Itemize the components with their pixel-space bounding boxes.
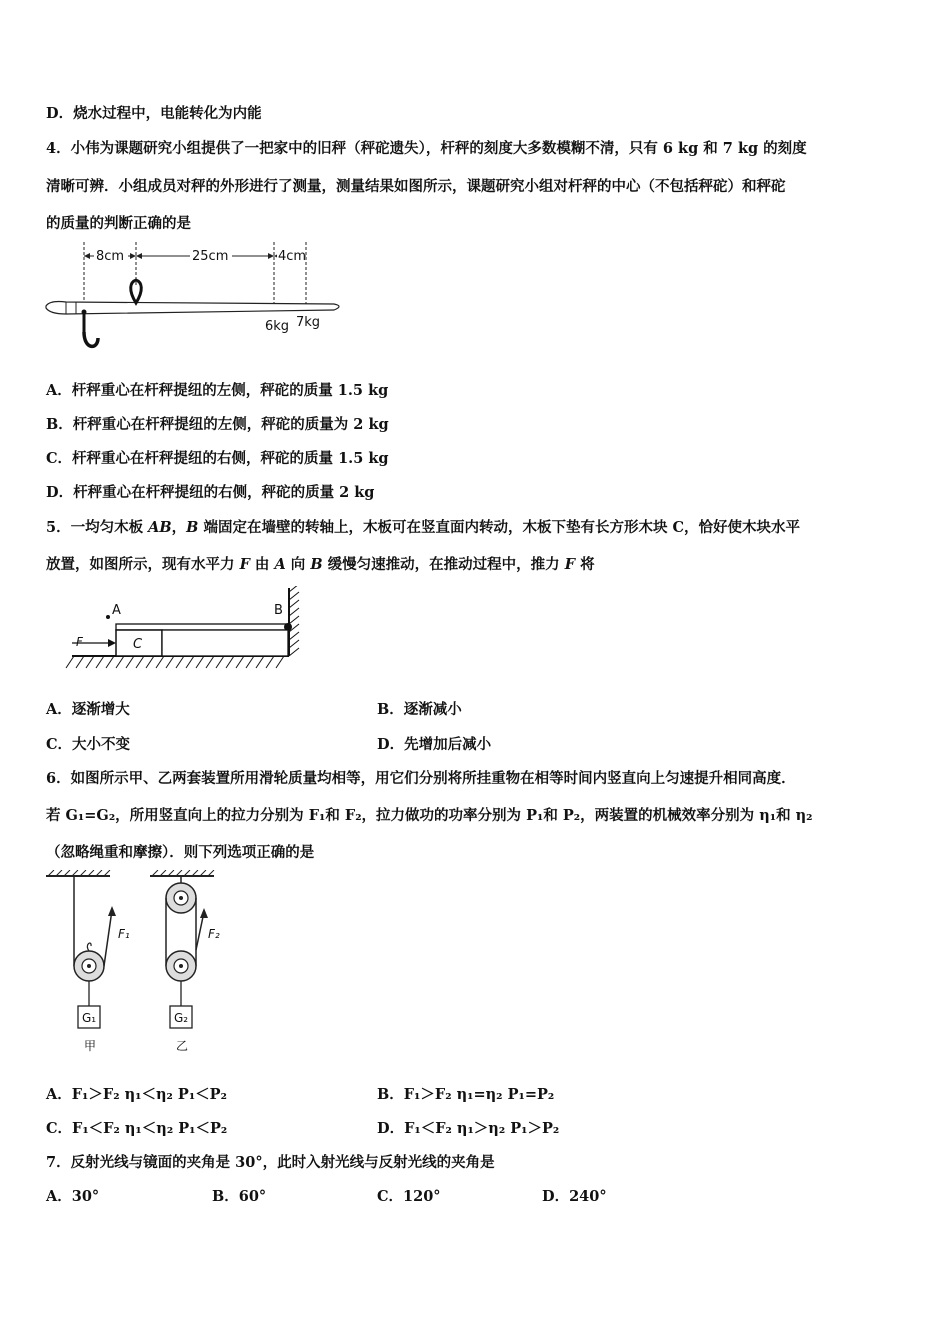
q7-option-d[interactable]: D．240° <box>542 1188 607 1205</box>
steelyard-mark-6kg: 6kg <box>265 319 290 334</box>
q4-stem-line1: 4．小伟为课题研究小组提供了一把家中的旧秤（秤砣遗失），杆秤的刻度大多数模糊不清，只有 6 kg 和 7 kg 的刻度 <box>46 140 807 157</box>
pulley-label-f2: F₂ <box>208 927 220 941</box>
pulley-label-f1: F₁ <box>118 927 130 941</box>
board-label-a: A <box>112 603 121 618</box>
q6-stem-line1: 6．如图所示甲、乙两套装置所用滑轮质量均相等，用它们分别将所挂重物在相等时间内竖直向上匀速提升相同高度． <box>46 770 796 787</box>
pulley-caption-jia: 甲 <box>84 1039 97 1053</box>
q6-option-c[interactable]: C．F₁＜F₂ η₁＜η₂ P₁＜P₂ <box>46 1120 228 1137</box>
board-label-b: B <box>274 603 283 618</box>
steelyard-dim-25cm: 25cm <box>192 249 229 264</box>
q4-option-c[interactable]: C．杆秤重心在杆秤提纽的右侧，秤砣的质量 1.5 kg <box>46 450 389 467</box>
board-label-c: C <box>133 637 143 652</box>
q4-option-d[interactable]: D．杆秤重心在杆秤提纽的右侧，秤砣的质量 2 kg <box>46 484 375 501</box>
steelyard-dim-8cm: 8cm <box>96 249 125 264</box>
q4-option-a[interactable]: A．杆秤重心在杆秤提纽的左侧，秤砣的质量 1.5 kg <box>46 382 389 399</box>
q7-stem: 7．反射光线与镜面的夹角是 30°，此时入射光线与反射光线的夹角是 <box>46 1154 495 1171</box>
q6-option-b[interactable]: B．F₁＞F₂ η₁=η₂ P₁=P₂ <box>377 1086 555 1103</box>
q3-option-d: D．烧水过程中，电能转化为内能 <box>46 105 262 122</box>
pulley-label-g1: G₁ <box>82 1011 97 1025</box>
q6-stem-line3: （忽略绳重和摩擦）．则下列选项正确的是 <box>46 844 315 861</box>
q4-stem-line2: 清晰可辨．小组成员对秤的外形进行了测量，测量结果如图所示，课题研究小组对杆秤的中心（不包括秤砣）和秤砣 <box>46 178 786 195</box>
q5-option-b[interactable]: B．逐渐减小 <box>377 701 462 718</box>
q5-option-c[interactable]: C．大小不变 <box>46 736 131 753</box>
q6-option-a[interactable]: A．F₁＞F₂ η₁＜η₂ P₁＜P₂ <box>46 1086 227 1103</box>
pulley-caption-yi: 乙 <box>176 1039 189 1053</box>
board-label-f: F <box>76 635 83 649</box>
q7-option-b[interactable]: B．60° <box>212 1188 267 1205</box>
q7-option-a[interactable]: A．30° <box>46 1188 100 1205</box>
steelyard-dim-4cm: 4cm <box>278 249 307 264</box>
q7-option-c[interactable]: C．120° <box>377 1188 441 1205</box>
board-figure <box>62 586 322 678</box>
q6-stem-line2: 若 G₁=G₂，所用竖直向上的拉力分别为 F₁和 F₂，拉力做功的功率分别为 P₁和 P₂，两装置的机械效率分别为 η₁和 η₂ <box>46 807 813 824</box>
q4-stem-line3: 的质量的判断正确的是 <box>46 215 191 232</box>
q5-stem-line2: 放置，如图所示，现有水平力 F 由 A 向 B 缓慢匀速推动，在推动过程中，推力 F 将 <box>46 556 595 573</box>
q5-option-d[interactable]: D．先增加后减小 <box>377 736 492 753</box>
steelyard-mark-7kg: 7kg <box>296 315 321 330</box>
q5-stem-line1: 5．一均匀木板 AB，B 端固定在墙壁的转轴上，木板可在竖直面内转动，木板下垫有长方形木块 C，恰好使木块水平 <box>46 519 801 536</box>
q4-option-b[interactable]: B．杆秤重心在杆秤提纽的左侧，秤砣的质量为 2 kg <box>46 416 389 433</box>
steelyard-figure <box>44 240 354 360</box>
q6-option-d[interactable]: D．F₁＜F₂ η₁＞η₂ P₁＞P₂ <box>377 1120 560 1137</box>
pulley-label-g2: G₂ <box>174 1011 189 1025</box>
pulley-figure <box>44 870 234 1060</box>
q5-option-a[interactable]: A．逐渐增大 <box>46 701 130 718</box>
